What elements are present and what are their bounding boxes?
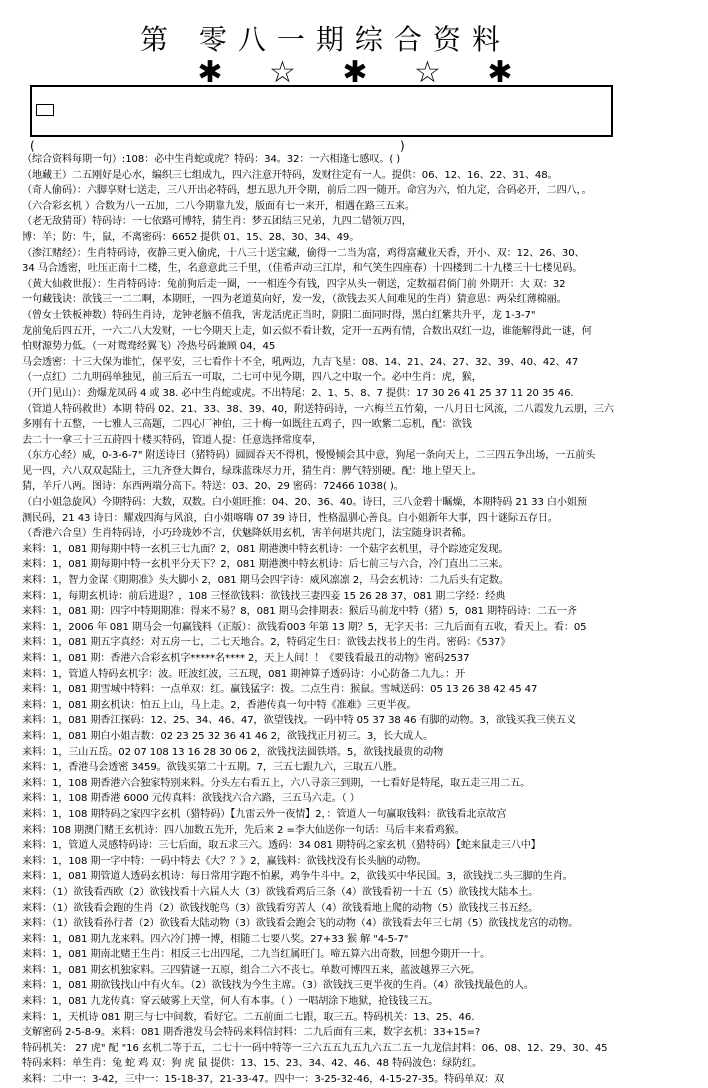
text-line: 来料：1，081 期玄机独家料。三四猜谜一五原，组合二六不丧七。单数可博四五来，蓝波越界三六死。 bbox=[22, 964, 481, 976]
document-body bbox=[22, 152, 702, 1088]
open-paren: ( bbox=[30, 139, 35, 153]
text-line: 来料：1，智力金谋《期期准》头大脚小 2，081 期马会四字诗：威风凛凛 2，马会玄机诗：二九后头有定数。 bbox=[22, 575, 509, 587]
text-line: （香港六合皇）生肖特码诗，小巧玲珑妙不言，伏魅降妖用玄机，害羊何堪共虎门，法宝随身识者稀。 bbox=[22, 528, 472, 540]
text-line: 来料：1，081 期欲钱找山中有火车。（2）欲钱找为今生主席。（3）欲钱找三更半夜的生肖。（4）欲钱找最色的人。 bbox=[22, 980, 534, 992]
text-line: 来料：1，每期玄机诗：前后进退？，108 三怪欲钱料：欲钱找三妻四妾 15 26 28 37，081 期二字经：经典 bbox=[22, 590, 506, 602]
text-line: 来料：1，108 期香港六合独家特别来料。分头左右看五上，六八寻亲三到期，一七看好是特尾，取五走三用二五。 bbox=[22, 777, 531, 789]
text-line: 多刚有十五整，一七雅人三高题，二四心厂神伯，三十梅一如既往五鸡子，四一欧紫二忘机，配：欲钱 bbox=[22, 419, 472, 431]
page-title: 第 零八一期综合资料 bbox=[140, 23, 511, 56]
text-line: 来料：（1）欲钱看西欧（2）欲钱找看十六届人大（3）欲钱看鸡后三条（4）欲钱看初一十五（5）欲钱找大陆本土。 bbox=[22, 886, 539, 898]
text-line: 来料：二中一：3-42，三中一：15-18-37，21-33-47。四中一：3-25-32-46，4-15-27-35。特码单双：双 bbox=[22, 1074, 505, 1086]
text-line: 来料：1，三山五岳。02 07 108 13 16 28 30 06 2，欲钱找法圆铁塔。5，欲钱找最贵的动物 bbox=[22, 746, 444, 758]
outline-star-icon: ☆ bbox=[269, 55, 296, 90]
text-line: 见一四，六八双双起陆土，三九齐登大舞台，绿珠蓝珠尽力开，猜生肖：脾气特别硬。配：地上望天上。 bbox=[22, 465, 482, 477]
text-line: 来料：1，天机诗 081 期三与七中间数，看好它。二五前面二七跟，取三五。特码机关：13、25、46. bbox=[22, 1011, 475, 1023]
text-line: （渗江赌经）：生肖特码诗，夜静三更入偷虎，十八三十送宝藏，偷得一二当为富，鸡得富藏业天香，开小、双：12、26、30、 bbox=[22, 247, 585, 259]
close-paren: ) bbox=[400, 139, 405, 153]
text-line: 来料：1，108 期一字中特：一码中特去《大？？》2，赢钱料：欲钱找没有长头脑的动物。 bbox=[22, 855, 427, 867]
box-corner-mark bbox=[36, 104, 54, 116]
text-line: 来料：1，081 期：四字中特期期准：得来不易？8，081 期马会排期表：猴后马前龙中特（猪）5，081 期特码诗：二五一齐 bbox=[22, 606, 577, 618]
text-line: 特码来料：单生肖：兔 蛇 鸡 双：狗 虎 鼠 提供：13、15、23、34、42、46、48 特码波色：绿防红。 bbox=[22, 1058, 483, 1070]
text-line: 来料：1，081 期每期中特一玄机平分天下？2，081 期港澳中特玄机诗：后七前三与六合，冷门直出二三来。 bbox=[22, 559, 509, 571]
text-line: 来料：1，081 期香江探码：12、25、34、46、47，欲望钱找。一码中特 05 37 38 46 有脚的动物。3，欲钱买我三侠五义 bbox=[22, 715, 576, 727]
text-line: 来料：1，108 期香港 6000 元传真料：欲钱找六合六路，三五马六走。（ ） bbox=[22, 793, 360, 805]
text-line: 来料：（1）欲钱看会跑的生肖（2）欲钱找鸵鸟（3）欲钱看穷苦人（4）欲钱看地上爬的动物（5）欲钱找三书五经。 bbox=[22, 902, 539, 914]
text-line: （曾女士铁板神数）特码生肖诗，龙钟老脑不值我，害龙活虎正当时，阴阳二面同时得，黑白红紫共升平，龙 1-3-7" bbox=[22, 309, 536, 321]
outline-star-icon: ☆ bbox=[414, 55, 441, 90]
text-line: 去二十一拿三十三五莳四十楼买特码，管道人提：任意选择常度奉， bbox=[22, 434, 322, 446]
text-line: 来料：1，081 期白小姐吉数：02 23 25 32 36 41 46 2，欲钱找正月初三。3，长大成人。 bbox=[22, 730, 434, 742]
text-line: （黄大仙救世报）：生肖特码诗：兔前狗后走一圈，一一相连今有钱，四字从头一朝送，定数福君倘门前 外期开：大 双：32 bbox=[22, 278, 566, 290]
text-line: （开门见山）：劲爆龙凤码 4 或 38. 必中生肖蛇或虎。不出特尾：2、1、5、8、7 提供：17 30 26 41 25 37 11 20 35 46. bbox=[22, 387, 574, 399]
banner-parens bbox=[30, 139, 430, 153]
text-line: 来料：1，108 期特码之家四字玄机（猎特码）【九雷云外一夜情】2，：管道人一句赢取钱料：欲钱看北京故宫 bbox=[22, 808, 507, 820]
text-line: 龙前兔后四五开，一六二八大发财，一七今期天上走，如云似不看计数，定开一五两有情，合数出双红一边，谁能解得此一谜，何 bbox=[22, 325, 592, 337]
text-line: 来料：1，081 九龙传真：穿云破雾上天堂，何人有本事。（ ）一唱胡涂下地狱，抢钱钱三五。 bbox=[22, 996, 439, 1008]
text-line: 来料：1，管道人灵感特码诗：三七后面，取五求三六。透码：34 081 期特码之家玄机（猎特码）【蛇来鼠走三八中】 bbox=[22, 840, 541, 852]
text-line: 支解密码 2-5-8-9。来料：081 期香港发马会特码来料信封料：二九后面有三来，数字玄机：33+15=? bbox=[22, 1027, 481, 1039]
text-line: 来料：1，081 期九龙来料。四六冷门搏一博，相随二七要八奖。27+33 猴 解 "4-5-7" bbox=[22, 933, 409, 945]
asterisk-star-icon: ✱ bbox=[487, 55, 513, 90]
star-divider bbox=[190, 55, 520, 90]
text-line: （白小姐急旋风）今期特码：大数，双数。白小姐旺推：04、20、36、40。诗曰，三八金碧十瞩燥，本期特码 21 33 白小姐预 bbox=[22, 497, 587, 509]
asterisk-star-icon: ✱ bbox=[342, 55, 368, 90]
text-line: （六合彩玄机 ）合数为八一五加，二八今期靠九发，版面有七一来开，相遇在路三五来。 bbox=[22, 200, 415, 212]
empty-banner-box bbox=[30, 85, 613, 137]
text-line: 来料：1，081 期每期中特一玄机三七九面？2，081 期港澳中特玄机诗：一个菇字玄机里，寻个踪迹定发现。 bbox=[22, 543, 509, 555]
text-line: （奇人偷码）：六脚享财七送走，三八开出必特码，想五思九开令期，前后二四一随开。命宫为六，怕九定，合码必开，二四八，。 bbox=[22, 185, 592, 197]
text-line: 一句藏钱诀：欲钱三一二二啊，本期旺，一四为老道莫向好，发一发，（欲钱去买人间难见的生肖）猜意思：两朵红薄棉丽。 bbox=[22, 294, 567, 306]
text-line: 来料：1，081 期玄机诀：怕五上山，马上走。2，香港传真一句中特《准难》三更半夜。 bbox=[22, 699, 417, 711]
text-line: （老无敌猜哥）特码诗：一七依路可博特，猜生肖：梦五团结三兄弟，九四二错领万四， bbox=[22, 216, 412, 228]
text-line: 来料：1，081 期五字真经：对五房一七，二七天地合。2，特码定生日：欲钱去找书上的生肖。密码：《537》 bbox=[22, 637, 511, 649]
text-line: 来料：1，香港马会透密 3459。欲钱买第二十五期。7，三五七跟九六，三取五八胜。 bbox=[22, 762, 403, 774]
text-line: （综合资料每期一句）:108：必中生肖蛇或虎？特码：34。32：一六相逢七感叹。( ) bbox=[22, 154, 401, 165]
text-line: （管道人特码救世）本期 特码 02、21、33、38、39、40，附送特码诗，一六梅兰五竹菊，一八月日七风流，二八霞发九云朋，三六 bbox=[22, 403, 614, 415]
text-line: （地藏王）二五刚好是心水，编织三七组成九，四六注意开特码，发财往定有一人。提供：06、12、16、22、31、48。 bbox=[22, 169, 558, 181]
text-line: 34 马合透密，吐压正南十二楼，生，名意意此三千里，（佳希声动三江岸，和气笑生四座春）十四楼到二十九楼三十七楼见码。 bbox=[22, 263, 583, 275]
text-line: 来料：1，管道人特码玄机字：波。旺波红波，三五现，081 期神算子透码诗：小心防备二九九。：开 bbox=[22, 668, 466, 680]
text-line: 来料：1，081 期：香港六合彩玄机字*****名**** 2，天上人间！！《要钱看最丑的动物》密码2537 bbox=[22, 653, 470, 664]
text-line: 博：羊；防：牛，鼠，不离密码：6652 提供 01、15、28、30、34、49。 bbox=[22, 231, 360, 243]
text-line: 怕财源势力低。（一对鸳鸯经翼飞）冷热号码兼顾 04，45 bbox=[22, 341, 276, 353]
text-line: （东方心经）威，0-3-6-7" 附送诗曰（猪特码）圆圆吞天不得机，慢慢倾会其中意，狗尾一条向天上，二三四五争出场，一五前头 bbox=[22, 450, 596, 462]
text-line: 马会透密：十三大保为谁忙，保平安，三七看作十不全，吼两边，九吉飞星：08、14、21、24、27、32、39、40、42、47 bbox=[22, 356, 579, 368]
text-line: 来料：1，081 期管道人透码玄机诗：每日常用字跑不怕累，鸡争牛斗中。2，欲钱买中华民国。3，欲钱找二头三脚的生肖。 bbox=[22, 871, 573, 883]
text-line: 来料：1，081 期雪城中特料：一点单双：红。赢钱猛字：拨。二点生肖：猴鼠。雪城送码：05 13 26 38 42 45 47 bbox=[22, 684, 538, 696]
text-line: 特码机关： 27 虎" 配 "16 玄机二等于五，二七十一码中特等一三六五五九五九六五二五一九龙信封料：06、08、12、29、30、45 bbox=[22, 1042, 608, 1054]
text-line: （一点红）二九明码单独见，前三后五一可取，二七可中见今期，四八之中取一个。必中生肖：虎，猴， bbox=[22, 372, 482, 384]
text-line: 测民码，21 43 诗日：耀戏四海与风浪，白小姐喀嗨 07 39 诗日，性格温驯心善良。白小姐新年大事，四十谜际五存日。 bbox=[22, 512, 558, 524]
text-line: 来料：1，2006 年 081 期马会一句赢钱料（正版）：欲钱看003 年第 13 期？5，无字天书：三九后面有五收，看天上。看：05 bbox=[22, 621, 587, 633]
text-line: 来料：108 期澳门赌王玄机诗：四八加数五先开，先后来 2 =李大仙送你一句话：马后丰来看鸡猴。 bbox=[22, 824, 465, 836]
text-line: 猜，羊斤八两。图诗：东西两端分高下。特送：03、20、29 密码：72466 1038( )。 bbox=[22, 481, 404, 493]
text-line: 来料：1，081 期南北赌王生肖：相反三七出四尾，二九当红属旺门。啼五算六出奇数，回想今期开一十。 bbox=[22, 949, 491, 961]
asterisk-star-icon: ✱ bbox=[197, 55, 223, 90]
text-line: 来料：（1）欲钱看孙行者（2）欲钱看大陆动物（3）欲钱看会跑会飞的动物（4）欲钱看去年三七胡（5）欲钱找龙宫的动物。 bbox=[22, 918, 579, 930]
